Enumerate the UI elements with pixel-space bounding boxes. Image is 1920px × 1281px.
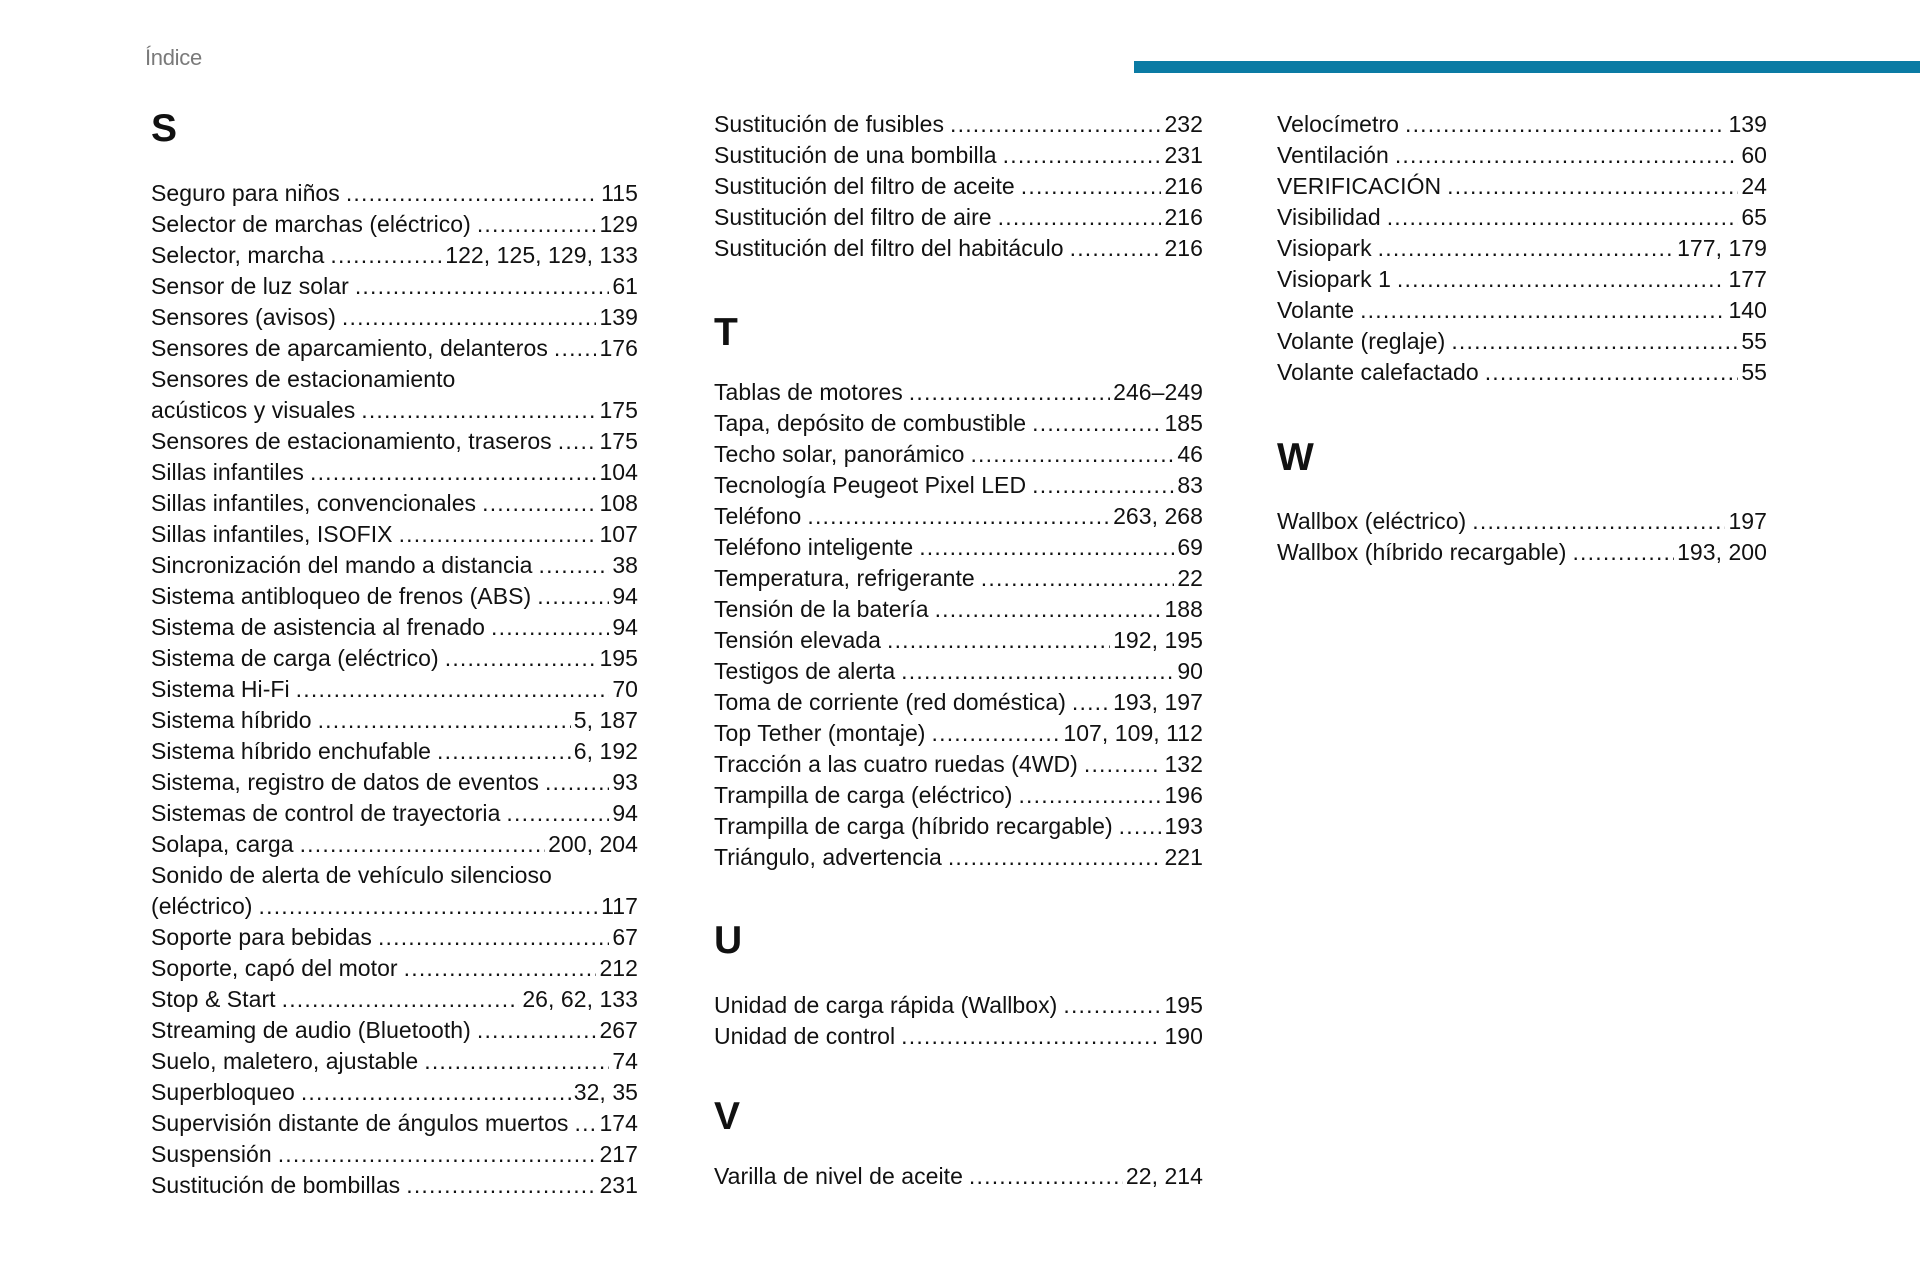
index-entry-label: Visiopark bbox=[1277, 235, 1372, 261]
index-entry-page-numbers: 107 bbox=[599, 521, 638, 547]
index-entry-page-numbers: 174 bbox=[599, 1110, 638, 1136]
index-entry-page-numbers: 139 bbox=[1728, 111, 1767, 137]
dot-leader bbox=[477, 1015, 597, 1046]
dot-leader bbox=[901, 1021, 1161, 1052]
index-entry-page-numbers: 104 bbox=[599, 459, 638, 485]
dot-leader bbox=[887, 625, 1110, 656]
index-entry-page-numbers: 94 bbox=[612, 583, 638, 609]
index-entry bbox=[151, 271, 638, 302]
dot-leader bbox=[1387, 202, 1739, 233]
index-entry-page-numbers: 175 bbox=[599, 397, 638, 423]
section-letter-heading: W bbox=[1277, 436, 1314, 479]
index-entry bbox=[714, 532, 1203, 563]
index-entry bbox=[151, 395, 638, 426]
index-entry-label: Visibilidad bbox=[1277, 204, 1381, 230]
index-entry bbox=[714, 501, 1203, 532]
index-entry-page-numbers: 93 bbox=[612, 769, 638, 795]
index-entry-page-numbers: 22, 214 bbox=[1125, 1163, 1203, 1189]
index-entry-label: Sensores de estacionamiento bbox=[151, 366, 456, 392]
index-entry-label: Top Tether (montaje) bbox=[714, 720, 926, 746]
index-entry-page-numbers: 195 bbox=[599, 645, 638, 671]
index-entry-label: Sistema híbrido enchufable bbox=[151, 738, 432, 764]
index-entry bbox=[714, 109, 1203, 140]
dot-leader bbox=[355, 271, 609, 302]
index-entry-label: Solapa, carga bbox=[151, 831, 294, 857]
index-entry bbox=[151, 333, 638, 364]
index-entry-label: Sustitución del filtro de aceite bbox=[714, 173, 1015, 199]
index-entry-label: Wallbox (eléctrico) bbox=[1277, 508, 1467, 534]
index-entry bbox=[714, 811, 1203, 842]
index-entry-page-numbers: 32, 35 bbox=[573, 1079, 638, 1105]
index-entry-label: Velocímetro bbox=[1277, 111, 1399, 137]
index-entry-page-numbers: 22 bbox=[1177, 565, 1203, 591]
dot-leader bbox=[554, 333, 597, 364]
index-entry-page-numbers: 70 bbox=[612, 676, 638, 702]
index-entry bbox=[714, 377, 1203, 408]
index-entry-label: Triángulo, advertencia bbox=[714, 844, 942, 870]
index-entry bbox=[151, 860, 638, 891]
index-entry-page-numbers: 94 bbox=[612, 800, 638, 826]
index-entry-label: Sincronización del mando a distancia bbox=[151, 552, 533, 578]
index-entry bbox=[714, 780, 1203, 811]
index-entry-label: Varilla de nivel de aceite bbox=[714, 1163, 963, 1189]
index-entry-label: Testigos de alerta bbox=[714, 658, 896, 684]
dot-leader bbox=[330, 240, 442, 271]
index-entry bbox=[1277, 140, 1767, 171]
index-entry-page-numbers: 221 bbox=[1164, 844, 1203, 870]
index-entry-label: Volante calefactado bbox=[1277, 359, 1479, 385]
dot-leader bbox=[1018, 780, 1161, 811]
index-entry bbox=[151, 1139, 638, 1170]
dot-leader bbox=[346, 178, 598, 209]
index-entry-page-numbers: 192, 195 bbox=[1113, 627, 1203, 653]
index-entry bbox=[1277, 295, 1767, 326]
index-entry-page-numbers: 26, 62, 133 bbox=[522, 986, 638, 1012]
index-entry-label: Sistema de asistencia al frenado bbox=[151, 614, 486, 640]
index-entry-label: Sistema híbrido bbox=[151, 707, 312, 733]
index-entry-page-numbers: 90 bbox=[1177, 658, 1203, 684]
index-entry-label: Toma de corriente (red doméstica) bbox=[714, 689, 1066, 715]
index-entry-label: Temperatura, refrigerante bbox=[714, 565, 975, 591]
index-entry bbox=[1277, 326, 1767, 357]
index-entry-page-numbers: 188 bbox=[1164, 596, 1203, 622]
index-entry bbox=[1277, 537, 1767, 568]
dot-leader bbox=[1084, 749, 1162, 780]
dot-leader bbox=[969, 1161, 1123, 1192]
index-entry-page-numbers: 177, 179 bbox=[1677, 235, 1767, 261]
section-letter-heading: V bbox=[714, 1095, 741, 1138]
index-entry-label: Tablas de motores bbox=[714, 379, 903, 405]
index-entry-label: Sillas infantiles, ISOFIX bbox=[151, 521, 393, 547]
index-entry-label: Teléfono inteligente bbox=[714, 534, 914, 560]
index-entry-page-numbers: 246–249 bbox=[1113, 379, 1203, 405]
dot-leader bbox=[1072, 687, 1110, 718]
dot-leader bbox=[932, 718, 1061, 749]
dot-leader bbox=[404, 953, 597, 984]
index-entry-page-numbers: 129 bbox=[599, 211, 638, 237]
index-entry-label: Tecnología Peugeot Pixel LED bbox=[714, 472, 1027, 498]
index-entry-page-numbers: 216 bbox=[1164, 235, 1203, 261]
index-entry bbox=[151, 302, 638, 333]
index-entry-page-numbers: 132 bbox=[1164, 751, 1203, 777]
dot-leader bbox=[259, 891, 599, 922]
dot-leader bbox=[482, 488, 596, 519]
dot-leader bbox=[361, 395, 596, 426]
index-entry bbox=[1277, 233, 1767, 264]
index-entry bbox=[1277, 357, 1767, 388]
index-entry-page-numbers: 61 bbox=[612, 273, 638, 299]
index-entry-page-numbers: 69 bbox=[1177, 534, 1203, 560]
index-entry-page-numbers: 197 bbox=[1728, 508, 1767, 534]
dot-leader bbox=[1070, 233, 1162, 264]
index-entry-label: Selector de marchas (eléctrico) bbox=[151, 211, 471, 237]
dot-leader bbox=[901, 656, 1174, 687]
dot-leader bbox=[998, 202, 1162, 233]
index-entry-label: Teléfono bbox=[714, 503, 802, 529]
index-entry-page-numbers: 107, 109, 112 bbox=[1063, 720, 1203, 746]
index-entry-page-numbers: 263, 268 bbox=[1113, 503, 1203, 529]
index-entry bbox=[1277, 506, 1767, 537]
index-entry bbox=[714, 749, 1203, 780]
index-entry-page-numbers: 115 bbox=[601, 180, 638, 206]
index-entry-label: Sonido de alerta de vehículo silencioso bbox=[151, 862, 552, 888]
index-entry-page-numbers: 196 bbox=[1164, 782, 1203, 808]
dot-leader bbox=[1063, 990, 1161, 1021]
index-entry bbox=[714, 1021, 1203, 1052]
dot-leader bbox=[1395, 140, 1739, 171]
index-entry-label: Tensión elevada bbox=[714, 627, 881, 653]
dot-leader bbox=[1472, 506, 1725, 537]
section-letter-heading: U bbox=[714, 919, 743, 962]
dot-leader bbox=[981, 563, 1175, 594]
index-entry-page-numbers: 267 bbox=[599, 1017, 638, 1043]
dot-leader bbox=[537, 581, 609, 612]
index-entry-label: Sillas infantiles bbox=[151, 459, 304, 485]
dot-leader bbox=[1119, 811, 1162, 842]
index-entry-page-numbers: 193 bbox=[1164, 813, 1203, 839]
dot-leader bbox=[1032, 470, 1174, 501]
index-entry-label: Techo solar, panorámico bbox=[714, 441, 965, 467]
index-entry-page-numbers: 67 bbox=[612, 924, 638, 950]
index-entry-page-numbers: 216 bbox=[1164, 204, 1203, 230]
index-entry-page-numbers: 193, 197 bbox=[1113, 689, 1203, 715]
index-entry-label: Sustitución del filtro del habitáculo bbox=[714, 235, 1064, 261]
dot-leader bbox=[539, 550, 610, 581]
index-entry bbox=[151, 488, 638, 519]
index-entry-page-numbers: 46 bbox=[1177, 441, 1203, 467]
index-entry-page-numbers: 175 bbox=[599, 428, 638, 454]
index-entry bbox=[714, 140, 1203, 171]
index-entry bbox=[151, 953, 638, 984]
index-entry bbox=[714, 687, 1203, 718]
index-entry-label: Superbloqueo bbox=[151, 1079, 295, 1105]
index-entry-label: Sensores de aparcamiento, delanteros bbox=[151, 335, 548, 361]
index-entry bbox=[714, 990, 1203, 1021]
index-entry-label: Selector, marcha bbox=[151, 242, 325, 268]
index-entry-page-numbers: 65 bbox=[1741, 204, 1767, 230]
index-entry bbox=[151, 674, 638, 705]
dot-leader bbox=[1447, 171, 1738, 202]
index-entry bbox=[151, 612, 638, 643]
index-entry bbox=[714, 233, 1203, 264]
dot-leader bbox=[424, 1046, 609, 1077]
index-entry-label: Sustitución de fusibles bbox=[714, 111, 945, 137]
dot-leader bbox=[1485, 357, 1739, 388]
index-entry bbox=[151, 1077, 638, 1108]
dot-leader bbox=[310, 457, 596, 488]
index-entry-page-numbers: 177 bbox=[1728, 266, 1767, 292]
index-entry bbox=[714, 171, 1203, 202]
index-entry bbox=[714, 718, 1203, 749]
index-entry-page-numbers: 212 bbox=[599, 955, 638, 981]
index-entry-page-numbers: 200, 204 bbox=[548, 831, 638, 857]
index-entry-label: Sustitución de una bombilla bbox=[714, 142, 997, 168]
index-entry-label: Tensión de la batería bbox=[714, 596, 929, 622]
dot-leader bbox=[948, 842, 1162, 873]
index-entry bbox=[151, 1108, 638, 1139]
index-entry bbox=[151, 643, 638, 674]
index-entry-label: Soporte para bebidas bbox=[151, 924, 372, 950]
index-entry bbox=[714, 1161, 1203, 1192]
index-entry bbox=[1277, 171, 1767, 202]
dot-leader bbox=[1405, 109, 1725, 140]
index-entry-label: Suspensión bbox=[151, 1141, 272, 1167]
dot-leader bbox=[909, 377, 1110, 408]
index-entry-label: acústicos y visuales bbox=[151, 397, 356, 423]
index-entry-label: Sistema Hi-Fi bbox=[151, 676, 290, 702]
index-entry-page-numbers: 94 bbox=[612, 614, 638, 640]
index-entry-page-numbers: 83 bbox=[1177, 472, 1203, 498]
index-entry-page-numbers: 6, 192 bbox=[573, 738, 638, 764]
index-entry-page-numbers: 140 bbox=[1728, 297, 1767, 323]
index-entry-label: Stop & Start bbox=[151, 986, 276, 1012]
index-entry bbox=[714, 439, 1203, 470]
index-entry-label: Streaming de audio (Bluetooth) bbox=[151, 1017, 471, 1043]
index-entry-label: Sistema antibloqueo de frenos (ABS) bbox=[151, 583, 532, 609]
index-entry bbox=[151, 705, 638, 736]
index-entry-label: Supervisión distante de ángulos muertos bbox=[151, 1110, 569, 1136]
index-entry-label: Wallbox (híbrido recargable) bbox=[1277, 539, 1567, 565]
index-entry-label: Ventilación bbox=[1277, 142, 1389, 168]
index-entry bbox=[1277, 264, 1767, 295]
dot-leader bbox=[1378, 233, 1674, 264]
page-title: Índice bbox=[145, 45, 202, 70]
index-entry-label: Volante (reglaje) bbox=[1277, 328, 1446, 354]
index-entry-label: Sistema de carga (eléctrico) bbox=[151, 645, 439, 671]
index-entry-page-numbers: 55 bbox=[1741, 328, 1767, 354]
dot-leader bbox=[1032, 408, 1161, 439]
header-accent-bar bbox=[1134, 61, 1920, 73]
index-entry-label: Sustitución del filtro de aire bbox=[714, 204, 992, 230]
index-entry bbox=[714, 842, 1203, 873]
index-entry-label: Suelo, maletero, ajustable bbox=[151, 1048, 419, 1074]
dot-leader bbox=[378, 922, 609, 953]
index-entry-label: Tapa, depósito de combustible bbox=[714, 410, 1027, 436]
dot-leader bbox=[477, 209, 597, 240]
dot-leader bbox=[300, 829, 545, 860]
index-entry bbox=[714, 408, 1203, 439]
index-entry-label: Unidad de control bbox=[714, 1023, 896, 1049]
index-entry-page-numbers: 195 bbox=[1164, 992, 1203, 1018]
dot-leader bbox=[406, 1170, 596, 1201]
index-entry-label: Sistemas de control de trayectoria bbox=[151, 800, 501, 826]
dot-leader bbox=[1360, 295, 1725, 326]
index-entry-label: Unidad de carga rápida (Wallbox) bbox=[714, 992, 1058, 1018]
index-entry bbox=[151, 736, 638, 767]
section-letter-heading: T bbox=[714, 311, 738, 354]
index-entry-page-numbers: 55 bbox=[1741, 359, 1767, 385]
dot-leader bbox=[437, 736, 571, 767]
index-entry-label: Sustitución de bombillas bbox=[151, 1172, 401, 1198]
index-entry bbox=[151, 891, 638, 922]
index-entry-page-numbers: 231 bbox=[599, 1172, 638, 1198]
index-entry-page-numbers: 193, 200 bbox=[1677, 539, 1767, 565]
index-entry bbox=[151, 1170, 638, 1201]
dot-leader bbox=[807, 501, 1110, 532]
index-entry-label: Trampilla de carga (híbrido recargable) bbox=[714, 813, 1113, 839]
index-entry-page-numbers: 60 bbox=[1741, 142, 1767, 168]
dot-leader bbox=[935, 594, 1162, 625]
index-entry bbox=[151, 767, 638, 798]
index-entry bbox=[151, 1046, 638, 1077]
index-entry bbox=[151, 209, 638, 240]
section-letter-heading: S bbox=[151, 107, 178, 150]
dot-leader bbox=[282, 984, 520, 1015]
index-entry bbox=[151, 364, 638, 395]
index-entry bbox=[151, 798, 638, 829]
index-entry-label: Seguro para niños bbox=[151, 180, 340, 206]
index-entry bbox=[714, 594, 1203, 625]
index-entry-label: Sensores (avisos) bbox=[151, 304, 336, 330]
index-entry bbox=[151, 178, 638, 209]
index-entry bbox=[714, 563, 1203, 594]
index-entry-page-numbers: 190 bbox=[1164, 1023, 1203, 1049]
index-entry-page-numbers: 217 bbox=[599, 1141, 638, 1167]
index-entry-label: (eléctrico) bbox=[151, 893, 253, 919]
dot-leader bbox=[301, 1077, 571, 1108]
dot-leader bbox=[970, 439, 1174, 470]
dot-leader bbox=[1451, 326, 1738, 357]
dot-leader bbox=[558, 426, 597, 457]
dot-leader bbox=[545, 767, 609, 798]
dot-leader bbox=[445, 643, 597, 674]
index-entry bbox=[151, 240, 638, 271]
dot-leader bbox=[1021, 171, 1162, 202]
index-entry bbox=[714, 470, 1203, 501]
dot-leader bbox=[506, 798, 609, 829]
index-entry-label: Sensores de estacionamiento, traseros bbox=[151, 428, 552, 454]
index-entry-page-numbers: 185 bbox=[1164, 410, 1203, 436]
dot-leader bbox=[574, 1108, 596, 1139]
index-entry-page-numbers: 216 bbox=[1164, 173, 1203, 199]
index-entry-page-numbers: 5, 187 bbox=[573, 707, 638, 733]
index-entry-label: Trampilla de carga (eléctrico) bbox=[714, 782, 1013, 808]
index-entry-page-numbers: 231 bbox=[1164, 142, 1203, 168]
index-entry-page-numbers: 38 bbox=[612, 552, 638, 578]
index-entry bbox=[151, 550, 638, 581]
index-entry bbox=[151, 922, 638, 953]
index-entry-label: VERIFICACIÓN bbox=[1277, 173, 1442, 199]
dot-leader bbox=[296, 674, 610, 705]
index-entry-label: Sillas infantiles, convencionales bbox=[151, 490, 477, 516]
index-entry bbox=[151, 829, 638, 860]
index-entry bbox=[714, 202, 1203, 233]
index-entry bbox=[151, 519, 638, 550]
dot-leader bbox=[491, 612, 609, 643]
index-entry bbox=[151, 1015, 638, 1046]
index-entry-label: Sensor de luz solar bbox=[151, 273, 349, 299]
index-entry bbox=[714, 656, 1203, 687]
index-entry-page-numbers: 122, 125, 129, 133 bbox=[445, 242, 638, 268]
index-entry-label: Sistema, registro de datos de eventos bbox=[151, 769, 539, 795]
index-entry-label: Visiopark 1 bbox=[1277, 266, 1391, 292]
index-entry-page-numbers: 232 bbox=[1164, 111, 1203, 137]
index-entry bbox=[151, 984, 638, 1015]
index-entry bbox=[151, 457, 638, 488]
index-entry-page-numbers: 117 bbox=[601, 893, 638, 919]
index-entry-page-numbers: 74 bbox=[612, 1048, 638, 1074]
index-entry bbox=[1277, 202, 1767, 233]
index-entry-label: Soporte, capó del motor bbox=[151, 955, 398, 981]
dot-leader bbox=[1397, 264, 1726, 295]
dot-leader bbox=[1003, 140, 1162, 171]
index-entry bbox=[151, 581, 638, 612]
index-entry-page-numbers: 139 bbox=[599, 304, 638, 330]
index-entry bbox=[151, 426, 638, 457]
index-entry bbox=[1277, 109, 1767, 140]
dot-leader bbox=[399, 519, 597, 550]
dot-leader bbox=[1572, 537, 1674, 568]
index-entry-label: Tracción a las cuatro ruedas (4WD) bbox=[714, 751, 1078, 777]
dot-leader bbox=[318, 705, 571, 736]
dot-leader bbox=[950, 109, 1161, 140]
index-entry-page-numbers: 24 bbox=[1741, 173, 1767, 199]
dot-leader bbox=[278, 1139, 597, 1170]
index-entry-page-numbers: 108 bbox=[599, 490, 638, 516]
index-entry bbox=[714, 625, 1203, 656]
dot-leader bbox=[342, 302, 597, 333]
index-entry-page-numbers: 176 bbox=[599, 335, 638, 361]
dot-leader bbox=[919, 532, 1174, 563]
index-entry-label: Volante bbox=[1277, 297, 1355, 323]
